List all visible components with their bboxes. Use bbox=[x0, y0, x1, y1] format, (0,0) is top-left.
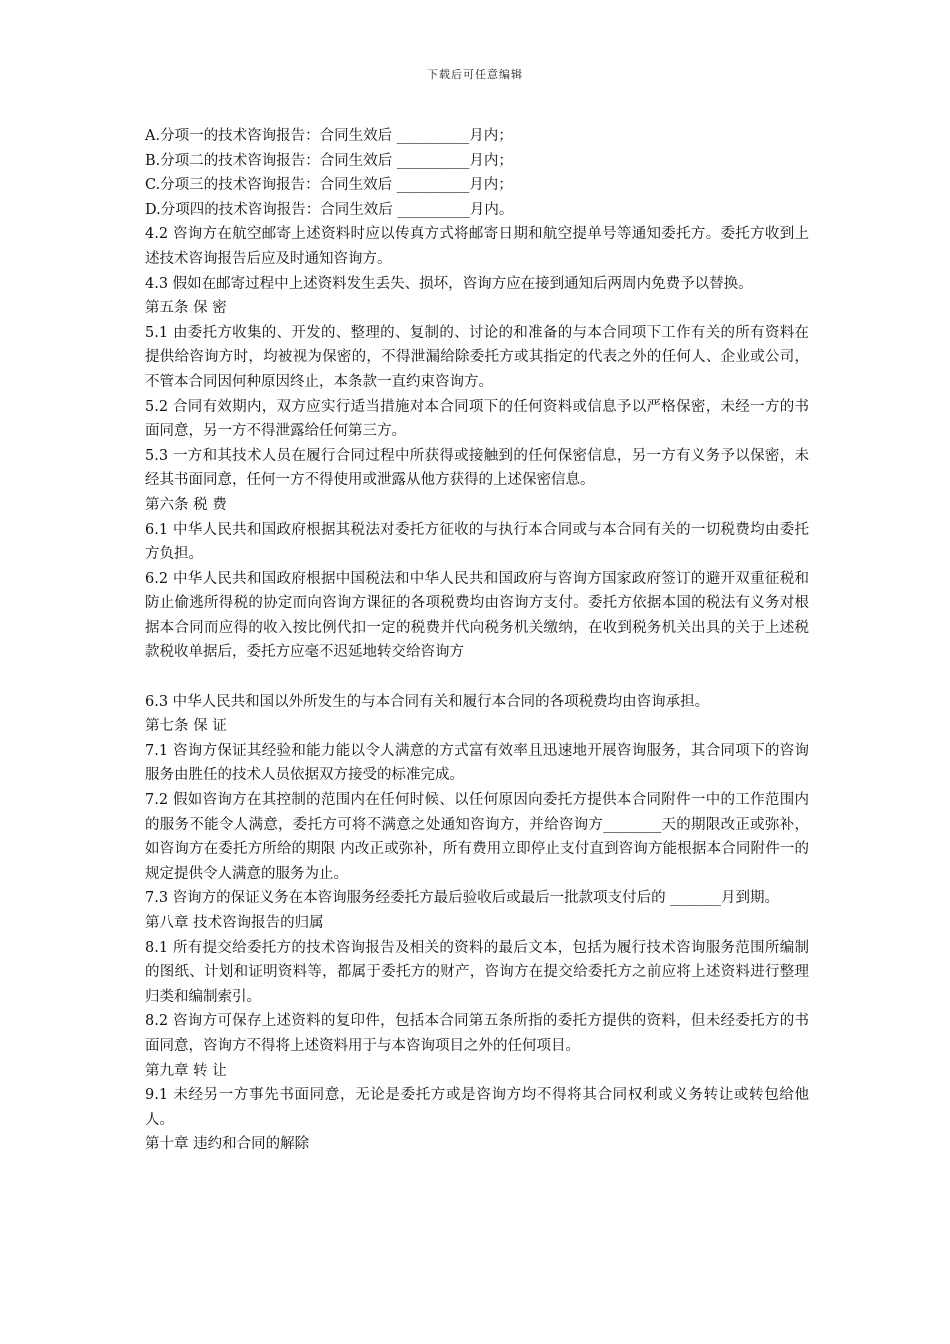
clause-b: B.分项二的技术咨询报告：合同生效后 __________月内； bbox=[145, 152, 513, 169]
clause-d: D.分项四的技术咨询报告：合同生效后 __________月内。 bbox=[145, 201, 514, 218]
clause-8-2: 8.2 咨询方可保存上述资料的复印件，包括本合同第五条所指的委托方提供的资料，但未经委托方的书面同意，咨询方不得将上述资料用于与本咨询项目之外的任何项目。 bbox=[145, 1013, 809, 1054]
document-body bbox=[145, 124, 809, 1157]
section-heading-6: 第六条 税 费 bbox=[145, 496, 227, 513]
section-heading-9: 第九章 转 让 bbox=[145, 1062, 227, 1079]
clause-5-2: 5.2 合同有效期内，双方应实行适当措施对本合同项下的任何资料或信息予以严格保密，未经一方的书面同意，另一方不得泄露给任何第三方。 bbox=[145, 398, 809, 440]
clause-8-1: 8.1 所有提交给委托方的技术咨询报告及相关的资料的最后文本，包括为履行技术咨询服务范围所编制的图纸、计划和证明资料等，都属于委托方的财产，咨询方在提交给委托方之前应将上述资料进行整理归类和编制索引。 bbox=[145, 939, 809, 1005]
clause-c: C.分项三的技术咨询报告：合同生效后 __________月内； bbox=[145, 177, 513, 194]
clause-5-3: 5.3 一方和其技术人员在履行合同过程中所获得或接触到的任何保密信息，另一方有义务予以保密，未经其书面同意，任何一方不得使用或泄露从他方获得的上述保密信息。 bbox=[145, 447, 809, 489]
section-heading-7: 第七条 保 证 bbox=[145, 718, 227, 735]
page-header: 下载后可任意编辑 bbox=[427, 68, 523, 81]
clause-4-3: 4.3 假如在邮寄过程中上述资料发生丢失、损坏，咨询方应在接到通知后两周内免费予以替换。 bbox=[145, 275, 753, 292]
clause-7-2: 7.2 假如咨询方在其控制的范围内在任何时候、以任何原因向委托方提供本合同附件一中的工作范围内的服务不能令人满意，委托方可将不满意之处通知咨询方，并给咨询方________天的期限改正或弥补，如咨询方在委托方所给的期限 内改正或弥补，所有费用立即停止支付直到咨询方能根据本合同附件一的规定提供令人满意的服务为止。 bbox=[145, 792, 809, 882]
section-heading-10: 第十章 违约和合同的解除 bbox=[145, 1136, 310, 1153]
clause-a: A.分项一的技术咨询报告：合同生效后 __________月内； bbox=[145, 128, 513, 144]
clause-4-2: 4.2 咨询方在航空邮寄上述资料时应以传真方式将邮寄日期和航空提单号等通知委托方。委托方收到上述技术咨询报告后应及时通知咨询方。 bbox=[145, 226, 809, 267]
clause-9-1: 9.1 未经另一方事先书面同意，无论是委托方或是咨询方均不得将其合同权利或义务转让或转包给他人。 bbox=[145, 1087, 809, 1128]
section-heading-8: 第八章 技术咨询报告的归属 bbox=[145, 915, 324, 931]
clause-7-3: 7.3 咨询方的保证义务在本咨询服务经委托方最后验收后或最后一批款项支付后的 _______月到期。 bbox=[145, 890, 780, 907]
blank-line bbox=[145, 665, 809, 690]
clause-6-1: 6.1 中华人民共和国政府根据其税法对委托方征收的与执行本合同或与本合同有关的一切税费均由委托方负担。 bbox=[145, 521, 809, 563]
section-heading-5: 第五条 保 密 bbox=[145, 300, 227, 317]
clause-7-1: 7.1 咨询方保证其经验和能力能以令人满意的方式富有效率且迅速地开展咨询服务，其合同项下的咨询服务由胜任的技术人员依据双方接受的标准完成。 bbox=[145, 742, 809, 784]
clause-6-3: 6.3 中华人民共和国以外所发生的与本合同有关和履行本合同的各项税费均由咨询承担。 bbox=[145, 693, 710, 710]
clause-5-1: 5.1 由委托方收集的、开发的、整理的、复制的、讨论的和准备的与本合同项下工作有关的所有资料在提供给咨询方时，均被视为保密的，不得泄漏给除委托方或其指定的代表之外的任何人、企业或公司，不管本合同因何种原因终止，本条款一直约束咨询方。 bbox=[145, 324, 809, 390]
clause-6-2: 6.2 中华人民共和国政府根据中国税法和中华人民共和国政府与咨询方国家政府签订的避开双重征税和防止偷逃所得税的协定而向咨询方课征的各项税费均由咨询方支付。委托方依据本国的税法有义务对根据本合同而应得的收入按比例代扣一定的税费并代向税务机关缴纳，在收到税务机关出具的关于上述税款税收单据后，委托方应毫不迟延地转交给咨询方 bbox=[145, 570, 809, 661]
